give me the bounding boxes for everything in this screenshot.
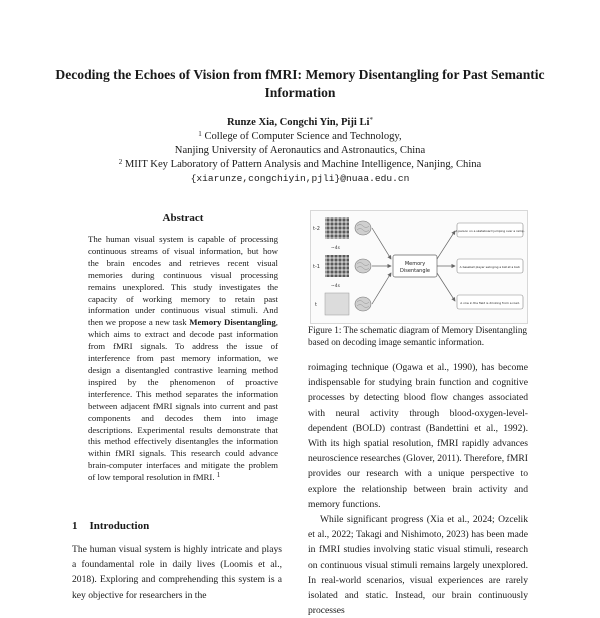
intro-paragraph: The human visual system is highly intricate and plays a foundamental role in daily lives (Loomis et al., 2018). Exploring and comprehending this system is a key objective for researchers in the [72,544,282,601]
paper-title: Decoding the Echoes of Vision from fMRI: Memory Disentangling for Past Semantic Information [55,67,545,100]
abstract-text-2: , which aims to extract and decode past information from fMRI signals. To address the issue of interference from past memory information, we design a disentangled contrastive learning method inspired by the phenomenon of proactive interference. This method separates the information between adjacent fMRI signals into current and past components and decodes them into image descriptions. Experimental results demonstrate that this method effectively disentangles the information within fMRI signals. This research could advance brain-computer interfaces and mitigate the problem of low temporal resolution in fMRI. [88,317,278,483]
aff2-sup: 2 [118,158,123,166]
figure-diagram [311,211,527,323]
abstract-task-name: Memory Disentangling [189,317,276,328]
section-heading [72,520,149,532]
stimulus-image-3 [325,293,349,315]
aff1-sup: 1 [198,130,202,138]
affiliation-1-line2: Nanjing University of Aeronautics and Astronautics, China [174,145,426,156]
generated-caption-2: A baseball player swinging a bat at a ball. [459,265,521,269]
right-paragraph-2: While significant progress (Xia et al., 2024; Ozcelik et al., 2022; Takagi and Nishimoto, 2023) has been made in fMRI studies involving static visual stimuli, research on continuous visual stimuli remains largely unexplored. In real-world scenarios, visual experiences are rarely isolated and static. Instead, our brain continuously processes [308,514,528,617]
abstract-body [88,234,278,484]
row-label-t-2: t-2 [313,226,320,232]
row-label-t: t [315,302,317,308]
right-paragraph-1: roimaging technique (Ogawa et al., 1990), has become indispensable for studying brain function and cognitive processes by detecting blood flow changes associated with neural activity through blood-oxygen-level-dependent (BOLD) contrast (Bandettini et al., 1992). With its high spatial resolution, fMRI rapidly advances neuroscience researches (Glover, 2011). Therefore, fMRI provides our research with a unique perspective to explore the relationship between brain activity and memory functions. [308,362,528,510]
memory-disentangle-label-2: Disentangle [400,268,430,274]
author-email: {xiarunze,congchiyin,pjli}@nuaa.edu.cn [190,173,410,184]
section-number: 1 [72,520,78,532]
memory-disentangle-label-1: Memory [404,261,426,267]
generated-caption-3: A cow in the field is drinking from a road. [460,301,520,305]
brain-icon [355,221,371,311]
author-block [40,116,560,186]
stimulus-image-2 [325,255,349,277]
figure-1 [310,210,528,324]
affiliation-1-line1: College of Computer Science and Technology, [204,131,402,142]
interval-label-1: ~4s [331,246,340,251]
author-names: Runze Xia, Congchi Yin, Piji Li [226,117,370,128]
row-label-t-1: t-1 [313,264,320,270]
abstract-footnote-mark: 1 [216,471,221,480]
generated-caption-1: A person on a skateboard jumping over a ramp. [455,229,525,233]
interval-label-2: ~4s [331,284,340,289]
stimulus-image-1 [325,217,349,239]
section-title: Introduction [89,520,150,532]
abstract-heading: Abstract [162,212,204,224]
corresponding-mark: * [369,116,374,124]
affiliation-2: MIIT Key Laboratory of Pattern Analysis and Machine Intelligence, Nanjing, China [124,159,482,170]
right-column-text [308,360,528,618]
abstract-text-1: The human visual system is capable of processing continuous streams of visual information, but how the brain encodes and retrieves recent visual memories during continuous visual processing remains unexplored. This study investigates the capacity of working memory to retain past information under continuous visual stimuli. And then we propose a new task [88,234,278,328]
figure-caption: Figure 1: The schematic diagram of Memory Disentangling based on decoding image semantic information. [308,325,528,347]
